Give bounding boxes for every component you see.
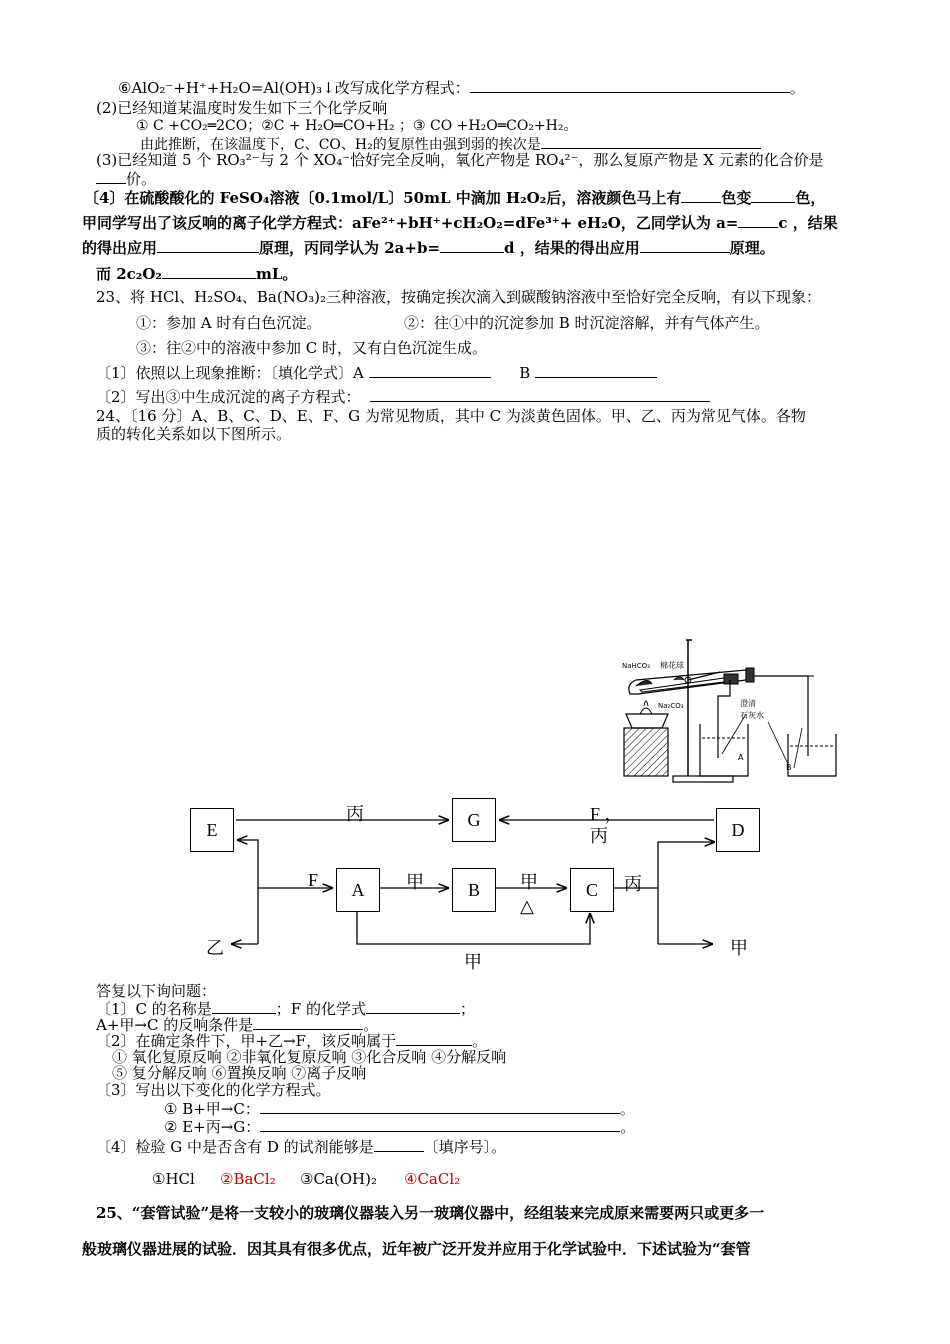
q22-line-5: (3)已经知道 5 个 RO₃²⁻与 2 个 XO₄⁻恰好完全反响，氧化产物是 RO₄²⁻，那么复原产物是 X 元素的化合价是 — [96, 151, 824, 169]
q24-q4-option-2: ②BaCl₂ — [220, 1170, 276, 1188]
q23-line-2a: ①：参加 A 时有白色沉淀。 — [136, 314, 322, 332]
q24-q3-item-2: ② E+丙→G： 。 — [164, 1118, 636, 1136]
node-d: D — [716, 808, 760, 852]
q24-q2-options-2: ⑤ 复分解反响 ⑥置换反响 ⑦离子反响 — [112, 1064, 367, 1082]
q22-line-6: 价。 — [96, 169, 156, 188]
q22-line-10: 而 2c₂O₂ mL。 — [96, 265, 298, 283]
node-b: B — [452, 868, 496, 912]
q24-q2-line: 〔2〕在确定条件下，甲+乙→F，该反响属于 。 — [96, 1032, 488, 1050]
edge-label-c-out: 丙 — [624, 874, 642, 894]
label-na2co3: Na₂CO₃ — [658, 702, 684, 710]
q23-line-4: 〔1〕依照以上现象推断：〔填化学式〕A B — [96, 363, 657, 382]
label-nahco3: NaHCO₃ — [622, 662, 650, 670]
answer-blank[interactable] — [260, 1099, 620, 1114]
edge-label-a-c: 甲 — [464, 952, 482, 972]
edge-label-b-c-2: △ — [520, 896, 534, 916]
answer-blank[interactable] — [366, 999, 460, 1014]
answer-blank[interactable] — [253, 1015, 363, 1030]
edge-label-d-g-2: 丙 — [590, 826, 608, 846]
q24-q4-option-1: ①HCl — [152, 1170, 195, 1188]
q24-q4-line: 〔4〕检验 G 中是否含有 D 的试剂能够是 〔填序号〕。 — [96, 1138, 507, 1156]
q22-line-1: ⑥AlO₂⁻+H⁺+H₂O=Al(OH)₃↓改写成化学方程式： 。 — [118, 79, 805, 97]
edge-label-yi: 乙 — [206, 938, 224, 958]
answer-blank[interactable] — [212, 999, 276, 1014]
node-a: A — [336, 868, 380, 912]
q22-line-4: 由此推断，在该温度下，C、CO、H₂的复原性由强到弱的挨次是 — [140, 134, 761, 154]
q23-line-3: ③：往②中的溶液中参加 C 时，又有白色沉淀生成。 — [136, 339, 488, 357]
q24-q1-line-2: A+甲→C 的反响条件是 。 — [96, 1016, 379, 1034]
q22-line-3: ① C +CO₂═2CO；②C + H₂O═CO+H₂ ；③ CO +H₂O═CO₂+H₂。 — [136, 118, 578, 134]
answer-blank[interactable] — [396, 1031, 472, 1046]
q22-line-7: 〔4〕在硫酸酸化的 FeSO₄溶液〔0.1mol/L〕50mL 中滴加 H₂O₂后，溶液颜色马上有 色变 色， — [84, 189, 826, 207]
q25-line-1: 25、“套管试验”是将一支较小的玻璃仪器装入另一玻璃仪器中，经组装来完成原来需要两只或更多一 — [96, 1204, 765, 1222]
q24-q2-options-1: ① 氧化复原反响 ②非氧化复原反响 ③化合反响 ④分解反响 — [112, 1048, 507, 1066]
edge-label-b-c-1: 甲 — [520, 872, 538, 892]
edge-label-f: F — [308, 870, 319, 890]
edge-label-a-b: 甲 — [406, 872, 424, 892]
q24-answer-title: 答复以下询问题： — [96, 982, 217, 1000]
q24-line-2: 质的转化关系如以下图所示。 — [96, 425, 292, 443]
edge-label-e-g: 丙 — [346, 804, 364, 824]
edge-label-jia-out: 甲 — [730, 938, 748, 958]
node-c: C — [570, 868, 614, 912]
q23-line-2b: ②：往①中的沉淀参加 B 时沉淀溶解，并有气体产生。 — [404, 314, 770, 332]
label-cotton: 棉花球 — [660, 661, 684, 670]
edge-label-d-g-1: F ， — [590, 804, 623, 824]
q24-q3-line: 〔3〕写出以下变化的化学方程式。 — [96, 1081, 331, 1099]
q24-q4-option-3: ③Ca(OH)₂ — [300, 1170, 377, 1188]
q23-line-5: 〔2〕写出③中生成沉淀的离子方程式： — [96, 387, 710, 406]
label-limewater-2: 石灰水 — [740, 711, 764, 720]
answer-blank[interactable] — [374, 1137, 424, 1152]
label-beaker-b: B — [786, 763, 792, 772]
q24-q3-item-1: ① B+甲→C： 。 — [164, 1100, 635, 1118]
q24-q1-line-1: 〔1〕C 的名称是 ；F 的化学式 ； — [96, 1000, 475, 1018]
label-limewater-1: 澄清 — [740, 699, 756, 708]
answer-blank[interactable] — [260, 1117, 620, 1132]
node-g: G — [452, 798, 496, 842]
node-e: E — [190, 808, 234, 852]
q24-q4-option-4: ④CaCl₂ — [404, 1170, 461, 1188]
q22-line-8: 甲同学写出了该反响的离子化学方程式：aFe²⁺+bH⁺+cH₂O₂=dFe³⁺+ eH₂O，乙同学认为 a= c ，结果 — [82, 214, 838, 232]
q25-line-2: 般玻璃仪器进展的试验．因其具有很多优点，近年被广泛开发并应用于化学试验中．下述试验为“套管 — [82, 1240, 751, 1258]
q23-line-1: 23、将 HCl、H₂SO₄、Ba(NO₃)₂三种溶液，按确定挨次滴入到碳酸钠溶液中至恰好完全反响，有以下现象： — [96, 288, 822, 306]
q24-line-1: 24、〔16 分〕A、B、C、D、E、F、G 为常见物质，其中 C 为淡黄色固体。甲、乙、丙为常见气体。各物 — [96, 407, 806, 425]
q22-line-2: (2)已经知道某温度时发生如下三个化学反响 — [96, 99, 388, 117]
q22-line-9: 的得出应用 原理，丙同学认为 2a+b= d ，结果的得出应用 原理。 — [82, 239, 775, 257]
label-beaker-a: A — [738, 753, 744, 762]
